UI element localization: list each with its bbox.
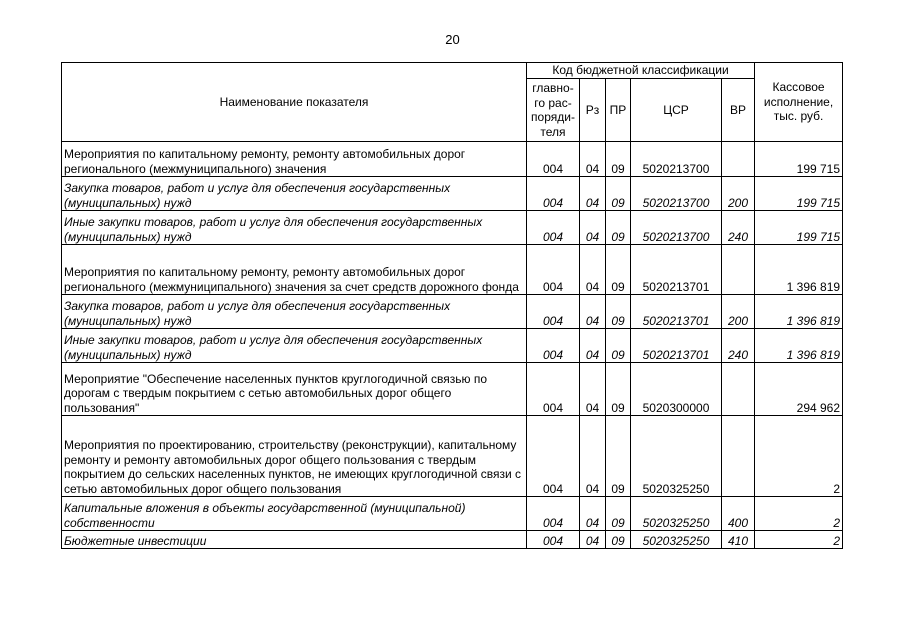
row-amount: 199 715 (755, 211, 843, 245)
row-vr: 410 (722, 531, 755, 549)
row-pr: 09 (606, 329, 631, 363)
row-rz: 04 (580, 245, 606, 295)
row-pr: 09 (606, 363, 631, 416)
header-pr: ПР (606, 79, 631, 142)
table-row (62, 329, 843, 363)
header-amount: Кассовое исполнение, тыс. руб. (755, 63, 843, 142)
row-csr: 5020325250 (631, 497, 722, 531)
row-glav: 004 (527, 416, 580, 497)
row-name: Иные закупки товаров, работ и услуг для обеспечения государственных (муниципальных) нужд (62, 211, 527, 245)
row-glav: 004 (527, 531, 580, 549)
row-rz: 04 (580, 416, 606, 497)
row-rz: 04 (580, 295, 606, 329)
row-csr: 5020213701 (631, 329, 722, 363)
row-csr: 5020213701 (631, 295, 722, 329)
row-amount: 2 (755, 531, 843, 549)
row-csr: 5020213700 (631, 177, 722, 211)
row-name: Иные закупки товаров, работ и услуг для обеспечения государственных (муниципальных) нужд (62, 329, 527, 363)
row-csr: 5020325250 (631, 416, 722, 497)
header-rz: Рз (580, 79, 606, 142)
table-row (62, 416, 843, 497)
header-csr: ЦСР (631, 79, 722, 142)
table-row (62, 245, 843, 295)
row-pr: 09 (606, 177, 631, 211)
row-csr: 5020300000 (631, 363, 722, 416)
table-row (62, 497, 843, 531)
row-pr: 09 (606, 531, 631, 549)
header-glav: главно-го рас-поряди-теля (527, 79, 580, 142)
header-vr: ВР (722, 79, 755, 142)
row-pr: 09 (606, 142, 631, 177)
row-name: Закупка товаров, работ и услуг для обеспечения государственных (муниципальных) нужд (62, 177, 527, 211)
budget-table (61, 62, 843, 549)
row-vr (722, 245, 755, 295)
row-pr: 09 (606, 245, 631, 295)
row-glav: 004 (527, 329, 580, 363)
row-glav: 004 (527, 295, 580, 329)
row-vr: 240 (722, 329, 755, 363)
table-row (62, 177, 843, 211)
row-name: Мероприятия по проектированию, строительству (реконструкции), капитальному ремонту и ремонту автомобильных дорог общего пользования с твердым покрытием до сельских населенных пунктов, не имеющих круглогодичной связи с сетью автомобильных дорог общего пользования (62, 416, 527, 497)
row-amount: 1 396 819 (755, 329, 843, 363)
row-vr: 200 (722, 295, 755, 329)
row-pr: 09 (606, 416, 631, 497)
row-name: Мероприятия по капитальному ремонту, ремонту автомобильных дорог регионального (межмуниципального) значения (62, 142, 527, 177)
row-rz: 04 (580, 211, 606, 245)
row-name: Капитальные вложения в объекты государственной (муниципальной) собственности (62, 497, 527, 531)
row-vr (722, 416, 755, 497)
row-rz: 04 (580, 142, 606, 177)
row-glav: 004 (527, 245, 580, 295)
row-csr: 5020325250 (631, 531, 722, 549)
row-rz: 04 (580, 329, 606, 363)
row-vr (722, 363, 755, 416)
row-vr: 400 (722, 497, 755, 531)
row-name: Бюджетные инвестиции (62, 531, 527, 549)
row-rz: 04 (580, 497, 606, 531)
table-row (62, 142, 843, 177)
row-vr: 200 (722, 177, 755, 211)
row-pr: 09 (606, 497, 631, 531)
table-row (62, 363, 843, 416)
table-row (62, 531, 843, 549)
table-row (62, 295, 843, 329)
row-csr: 5020213700 (631, 211, 722, 245)
page-number: 20 (445, 32, 460, 47)
row-rz: 04 (580, 531, 606, 549)
row-vr: 240 (722, 211, 755, 245)
row-glav: 004 (527, 142, 580, 177)
row-glav: 004 (527, 177, 580, 211)
row-csr: 5020213701 (631, 245, 722, 295)
row-name: Мероприятие "Обеспечение населенных пунктов круглогодичной связью по дорогам с твердым покрытием с сетью автомобильных дорог общего пользования" (62, 363, 527, 416)
row-amount: 199 715 (755, 142, 843, 177)
row-rz: 04 (580, 177, 606, 211)
header-name: Наименование показателя (62, 63, 527, 142)
header-kbk: Код бюджетной классификации (527, 63, 755, 79)
row-glav: 004 (527, 363, 580, 416)
table-row (62, 211, 843, 245)
row-amount: 2 (755, 416, 843, 497)
row-name: Мероприятия по капитальному ремонту, ремонту автомобильных дорог регионального (межмуниципального) значения за счет средств дорожного фонда (62, 245, 527, 295)
row-csr: 5020213700 (631, 142, 722, 177)
row-amount: 294 962 (755, 363, 843, 416)
row-glav: 004 (527, 497, 580, 531)
row-name: Закупка товаров, работ и услуг для обеспечения государственных (муниципальных) нужд (62, 295, 527, 329)
row-amount: 1 396 819 (755, 245, 843, 295)
row-vr (722, 142, 755, 177)
row-amount: 2 (755, 497, 843, 531)
row-glav: 004 (527, 211, 580, 245)
row-pr: 09 (606, 295, 631, 329)
row-pr: 09 (606, 211, 631, 245)
row-amount: 199 715 (755, 177, 843, 211)
row-amount: 1 396 819 (755, 295, 843, 329)
row-rz: 04 (580, 363, 606, 416)
